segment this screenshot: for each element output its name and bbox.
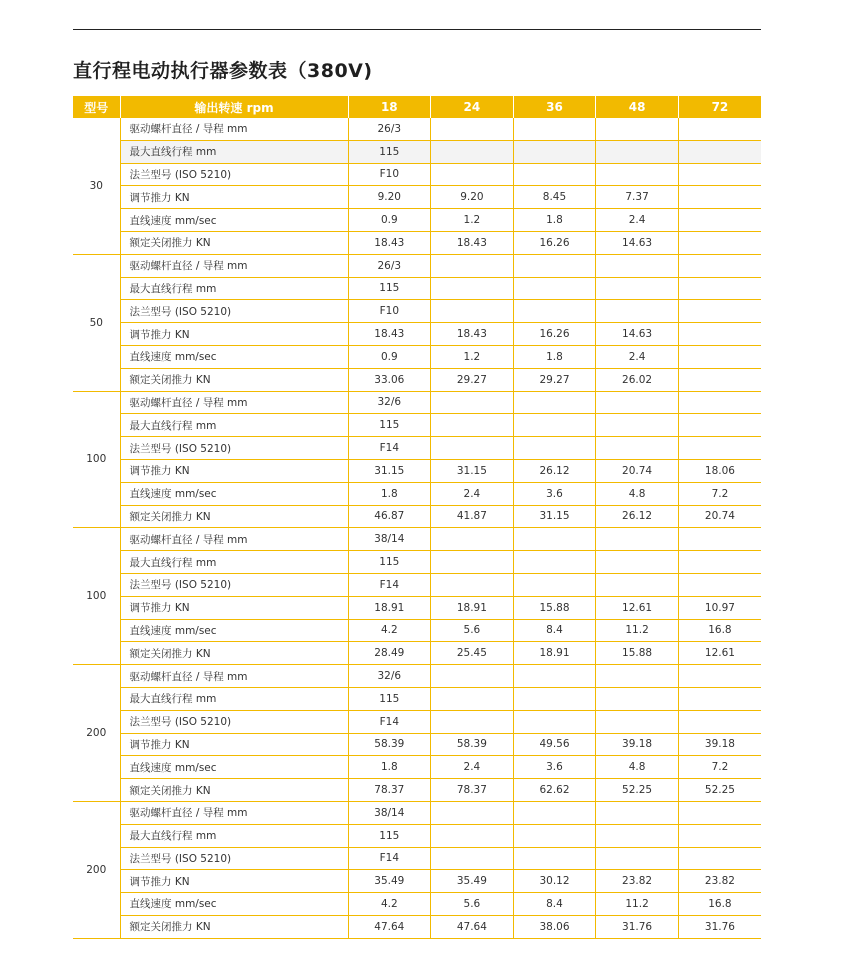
model-cell: 100 [73,391,120,528]
value-cell [513,847,596,870]
value-cell: 16.26 [513,231,596,254]
value-cell [431,277,514,300]
table-row [73,505,761,528]
value-cell: F10 [348,163,431,186]
value-cell [431,163,514,186]
value-cell: F14 [348,573,431,596]
value-cell [678,277,761,300]
value-cell [596,801,679,824]
value-cell: 4.8 [596,482,679,505]
table-row [73,186,761,209]
value-cell: 58.39 [348,733,431,756]
value-cell: 1.2 [431,209,514,232]
value-cell [431,528,514,551]
value-cell: F10 [348,300,431,323]
table-row [73,209,761,232]
parameter-label: 调节推力 KN [120,323,348,346]
model-cell: 100 [73,528,120,665]
value-cell [431,437,514,460]
table-row [73,756,761,779]
table-row [73,573,761,596]
value-cell: 47.64 [431,915,514,938]
table-row [73,300,761,323]
value-cell: 25.45 [431,642,514,665]
value-cell [678,254,761,277]
value-cell: 7.2 [678,482,761,505]
parameter-label: 直线速度 mm/sec [120,482,348,505]
value-cell [678,345,761,368]
parameter-label: 额定关闭推力 KN [120,779,348,802]
parameter-label: 调节推力 KN [120,459,348,482]
parameter-label: 驱动螺杆直径 / 导程 mm [120,391,348,414]
value-cell [431,551,514,574]
table-row [73,915,761,938]
value-cell: 9.20 [348,186,431,209]
value-cell: 115 [348,551,431,574]
value-cell [431,847,514,870]
value-cell: 35.49 [348,870,431,893]
value-cell [678,710,761,733]
value-cell: 5.6 [431,619,514,642]
value-cell: 23.82 [678,870,761,893]
value-cell: 32/6 [348,665,431,688]
value-cell: 0.9 [348,345,431,368]
table-row [73,642,761,665]
parameter-label: 直线速度 mm/sec [120,893,348,916]
value-cell [596,847,679,870]
parameter-label: 最大直线行程 mm [120,687,348,710]
table-row [73,140,761,163]
value-cell: 30.12 [513,870,596,893]
value-cell [513,801,596,824]
parameter-label: 调节推力 KN [120,186,348,209]
model-cell: 30 [73,118,120,254]
value-cell [513,254,596,277]
value-cell [596,414,679,437]
value-cell [431,824,514,847]
value-cell: 26.12 [513,459,596,482]
table-row [73,551,761,574]
value-cell: 3.6 [513,482,596,505]
page-title: 直行程电动执行器参数表（380V) [73,60,373,82]
value-cell [678,186,761,209]
value-cell [596,391,679,414]
table-row [73,779,761,802]
table-row [73,619,761,642]
parameter-label: 法兰型号 (ISO 5210) [120,573,348,596]
table-row [73,710,761,733]
value-cell: 62.62 [513,779,596,802]
value-cell [596,300,679,323]
value-cell: 1.8 [348,756,431,779]
value-cell: 31.15 [513,505,596,528]
value-cell [596,118,679,140]
value-cell: 4.2 [348,893,431,916]
value-cell: 29.27 [431,368,514,391]
value-cell: 16.8 [678,619,761,642]
header-speed-value: 72 [678,96,761,118]
parameter-label: 额定关闭推力 KN [120,231,348,254]
table-row [73,277,761,300]
spec-table [73,96,761,939]
value-cell: 12.61 [678,642,761,665]
value-cell: 2.4 [431,482,514,505]
parameter-label: 最大直线行程 mm [120,140,348,163]
value-cell: 16.26 [513,323,596,346]
parameter-label: 驱动螺杆直径 / 导程 mm [120,665,348,688]
parameter-label: 驱动螺杆直径 / 导程 mm [120,801,348,824]
parameter-label: 最大直线行程 mm [120,414,348,437]
value-cell [513,551,596,574]
value-cell [678,368,761,391]
value-cell [678,665,761,688]
value-cell [431,300,514,323]
value-cell: 35.49 [431,870,514,893]
value-cell [431,414,514,437]
value-cell: 78.37 [348,779,431,802]
value-cell [431,687,514,710]
value-cell [678,847,761,870]
value-cell: 115 [348,277,431,300]
value-cell: 28.49 [348,642,431,665]
value-cell [596,665,679,688]
parameter-label: 法兰型号 (ISO 5210) [120,300,348,323]
value-cell: 32/6 [348,391,431,414]
table-row [73,459,761,482]
parameter-label: 直线速度 mm/sec [120,756,348,779]
value-cell: 49.56 [513,733,596,756]
value-cell: 18.06 [678,459,761,482]
table-header-row [73,96,761,118]
value-cell: F14 [348,847,431,870]
value-cell [513,824,596,847]
table-row [73,665,761,688]
value-cell [596,163,679,186]
value-cell: 31.15 [431,459,514,482]
value-cell: 52.25 [678,779,761,802]
parameter-label: 最大直线行程 mm [120,824,348,847]
value-cell: 11.2 [596,619,679,642]
table-row [73,231,761,254]
table-row [73,824,761,847]
model-cell: 200 [73,801,120,938]
value-cell: 1.2 [431,345,514,368]
table-row [73,893,761,916]
value-cell [678,209,761,232]
value-cell: 2.4 [596,345,679,368]
value-cell: 20.74 [596,459,679,482]
value-cell [678,573,761,596]
value-cell [513,710,596,733]
value-cell [513,687,596,710]
value-cell: F14 [348,437,431,460]
value-cell: 52.25 [596,779,679,802]
parameter-label: 法兰型号 (ISO 5210) [120,710,348,733]
parameter-label: 最大直线行程 mm [120,277,348,300]
parameter-label: 调节推力 KN [120,596,348,619]
value-cell: 20.74 [678,505,761,528]
value-cell: 8.4 [513,893,596,916]
value-cell [678,323,761,346]
parameter-label: 直线速度 mm/sec [120,345,348,368]
value-cell: 11.2 [596,893,679,916]
value-cell: 41.87 [431,505,514,528]
value-cell: 18.43 [431,231,514,254]
table-row [73,733,761,756]
parameter-label: 驱动螺杆直径 / 导程 mm [120,254,348,277]
value-cell [431,710,514,733]
value-cell [678,824,761,847]
parameter-label: 直线速度 mm/sec [120,619,348,642]
value-cell [513,528,596,551]
value-cell: 14.63 [596,231,679,254]
value-cell: 5.6 [431,893,514,916]
value-cell: 2.4 [431,756,514,779]
value-cell: 26.12 [596,505,679,528]
value-cell: 115 [348,824,431,847]
table-row [73,482,761,505]
value-cell: 31.76 [596,915,679,938]
value-cell [678,528,761,551]
model-cell: 200 [73,665,120,802]
parameter-label: 最大直线行程 mm [120,551,348,574]
value-cell: 38/14 [348,528,431,551]
value-cell: 1.8 [348,482,431,505]
value-cell: 33.06 [348,368,431,391]
parameter-label: 额定关闭推力 KN [120,915,348,938]
value-cell [678,687,761,710]
parameter-label: 法兰型号 (ISO 5210) [120,437,348,460]
value-cell: 18.43 [431,323,514,346]
value-cell: 15.88 [513,596,596,619]
value-cell: 18.91 [348,596,431,619]
value-cell: 23.82 [596,870,679,893]
value-cell: 8.45 [513,186,596,209]
value-cell: 31.15 [348,459,431,482]
value-cell: 115 [348,687,431,710]
value-cell [596,573,679,596]
value-cell [431,801,514,824]
value-cell: 26/3 [348,118,431,140]
value-cell [513,665,596,688]
header-speed-value: 36 [513,96,596,118]
value-cell: 1.8 [513,209,596,232]
value-cell [431,391,514,414]
value-cell: 16.8 [678,893,761,916]
value-cell [678,801,761,824]
value-cell [513,118,596,140]
value-cell [513,391,596,414]
top-divider [73,29,761,30]
value-cell: 39.18 [678,733,761,756]
value-cell [678,163,761,186]
value-cell: 29.27 [513,368,596,391]
value-cell: 26.02 [596,368,679,391]
parameter-label: 额定关闭推力 KN [120,505,348,528]
parameter-label: 额定关闭推力 KN [120,642,348,665]
value-cell [596,687,679,710]
table-row [73,391,761,414]
value-cell [596,710,679,733]
value-cell: F14 [348,710,431,733]
value-cell: 3.6 [513,756,596,779]
value-cell: 1.8 [513,345,596,368]
table-row [73,414,761,437]
value-cell [431,140,514,163]
table-row [73,118,761,140]
value-cell: 10.97 [678,596,761,619]
value-cell [678,551,761,574]
value-cell: 26/3 [348,254,431,277]
value-cell [513,300,596,323]
value-cell: 78.37 [431,779,514,802]
value-cell: 115 [348,140,431,163]
value-cell: 2.4 [596,209,679,232]
table-row [73,528,761,551]
value-cell [596,277,679,300]
parameter-label: 驱动螺杆直径 / 导程 mm [120,118,348,140]
parameter-label: 调节推力 KN [120,733,348,756]
value-cell: 7.37 [596,186,679,209]
value-cell: 4.8 [596,756,679,779]
model-cell: 50 [73,254,120,391]
parameter-label: 法兰型号 (ISO 5210) [120,847,348,870]
value-cell [596,140,679,163]
value-cell [596,437,679,460]
value-cell [513,414,596,437]
value-cell [513,163,596,186]
value-cell: 18.43 [348,231,431,254]
value-cell [513,437,596,460]
header-speed-value: 18 [348,96,431,118]
table-row [73,596,761,619]
table-row [73,254,761,277]
value-cell [596,551,679,574]
value-cell [678,118,761,140]
value-cell [596,824,679,847]
value-cell [596,528,679,551]
parameter-label: 额定关闭推力 KN [120,368,348,391]
parameter-label: 调节推力 KN [120,870,348,893]
table-row [73,368,761,391]
value-cell [431,573,514,596]
value-cell: 14.63 [596,323,679,346]
value-cell: 58.39 [431,733,514,756]
value-cell: 7.2 [678,756,761,779]
value-cell: 9.20 [431,186,514,209]
value-cell: 18.43 [348,323,431,346]
value-cell: 4.2 [348,619,431,642]
value-cell [513,573,596,596]
header-model: 型号 [73,96,120,118]
table-row [73,801,761,824]
value-cell [678,231,761,254]
table-row [73,345,761,368]
value-cell [678,391,761,414]
value-cell: 39.18 [596,733,679,756]
value-cell [678,414,761,437]
parameter-label: 直线速度 mm/sec [120,209,348,232]
value-cell [596,254,679,277]
value-cell [431,118,514,140]
value-cell [678,140,761,163]
value-cell: 47.64 [348,915,431,938]
value-cell: 0.9 [348,209,431,232]
header-speed-value: 48 [596,96,679,118]
table-row [73,847,761,870]
value-cell [513,140,596,163]
table-row [73,687,761,710]
value-cell [678,300,761,323]
value-cell: 8.4 [513,619,596,642]
value-cell: 12.61 [596,596,679,619]
parameter-label: 法兰型号 (ISO 5210) [120,163,348,186]
value-cell: 18.91 [431,596,514,619]
value-cell: 115 [348,414,431,437]
header-speed: 输出转速 rpm [120,96,348,118]
value-cell [513,277,596,300]
value-cell: 38/14 [348,801,431,824]
value-cell: 31.76 [678,915,761,938]
value-cell: 38.06 [513,915,596,938]
header-speed-value: 24 [431,96,514,118]
table-body [73,118,761,938]
value-cell [678,437,761,460]
value-cell: 15.88 [596,642,679,665]
table-row [73,163,761,186]
table-row [73,323,761,346]
parameter-label: 驱动螺杆直径 / 导程 mm [120,528,348,551]
value-cell: 46.87 [348,505,431,528]
value-cell [431,665,514,688]
value-cell [431,254,514,277]
table-row [73,437,761,460]
table-row [73,870,761,893]
value-cell: 18.91 [513,642,596,665]
